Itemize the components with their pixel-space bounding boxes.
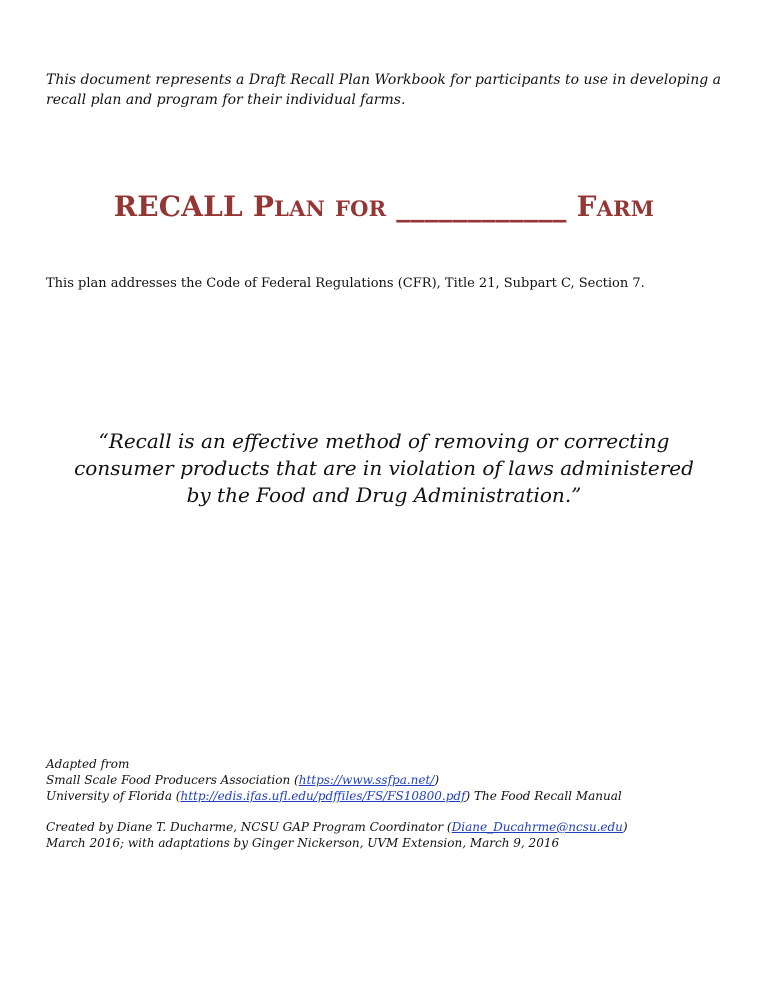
document-title	[0, 190, 768, 223]
credits-spacer	[46, 804, 736, 819]
credits-block	[46, 756, 736, 851]
recall-quote: “Recall is an effective method of removing or correcting consumer products that are in violation of laws administered by the Food and Drug Administration.”	[74, 429, 694, 507]
title-recall: RECALL	[113, 190, 243, 223]
uf-link[interactable]: http://edis.ifas.ufl.edu/pdffiles/FS/FS10800.pdf	[180, 789, 466, 803]
title-f: F	[576, 190, 597, 223]
title-p: P	[252, 190, 275, 223]
created-by-line: Created by Diane T. Ducharme, NCSU GAP Program Coordinator (Diane_Ducahrme@ncsu.edu)	[46, 820, 628, 834]
ssfpa-link[interactable]: https://www.ssfpa.net/	[298, 773, 435, 787]
cfr-line: This plan addresses the Code of Federal Regulations (CFR), Title 21, Subpart C, Section 7.	[46, 276, 645, 291]
title-blank: ____________	[396, 190, 567, 223]
uf-line: University of Florida (http://edis.ifas.ufl.edu/pdffiles/FS/FS10800.pdf) The Food Recall Manual	[46, 789, 622, 803]
adapted-from-label: Adapted from	[46, 757, 130, 771]
ssfpa-line: Small Scale Food Producers Association (https://www.ssfpa.net/)	[46, 773, 440, 787]
title-lan: LAN	[274, 196, 326, 221]
adaptations-line: March 2016; with adaptations by Ginger Nickerson, UVM Extension, March 9, 2016	[46, 836, 560, 850]
title-for: FOR	[334, 196, 387, 221]
intro-paragraph: This document represents a Draft Recall Plan Workbook for participants to use in developing a recall plan and program for their individual farms.	[46, 72, 721, 108]
email-link[interactable]: Diane_Ducahrme@ncsu.edu	[451, 820, 623, 834]
title-arm: ARM	[596, 196, 655, 221]
